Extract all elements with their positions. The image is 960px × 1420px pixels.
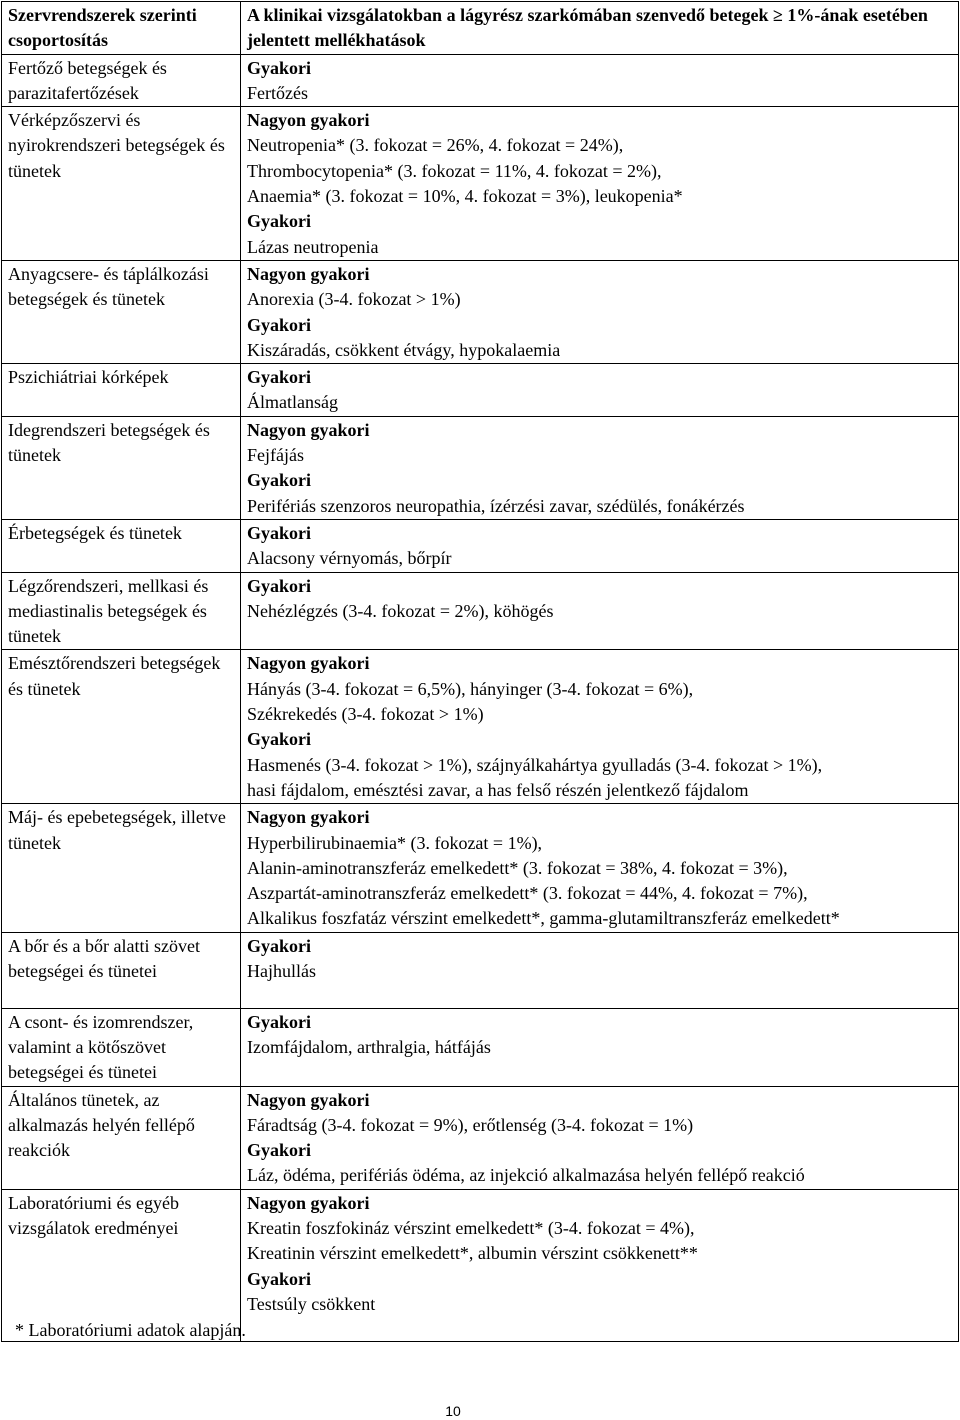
reaction-text: Alacsony vérnyomás, bőrpír bbox=[247, 548, 452, 569]
adverse-reactions-cell bbox=[241, 107, 959, 261]
reaction-text: Anorexia (3-4. fokozat > 1%) bbox=[247, 289, 461, 310]
frequency-label: Gyakori bbox=[247, 470, 312, 491]
frequency-label: Gyakori bbox=[247, 314, 312, 335]
page-number: 10 bbox=[445, 1403, 461, 1419]
frequency-label: Nagyon gyakori bbox=[247, 1089, 370, 1110]
table-row bbox=[2, 572, 959, 650]
adverse-reactions-cell bbox=[241, 519, 959, 572]
reaction-text: Anaemia* (3. fokozat = 10%, 4. fokozat = 3%), leukopenia* bbox=[247, 186, 683, 207]
frequency-label: Nagyon gyakori bbox=[247, 653, 370, 674]
reaction-text: Nehézlégzés (3-4. fokozat = 2%), köhögés bbox=[247, 600, 554, 621]
table-row bbox=[2, 107, 959, 261]
reaction-text: Hajhullás bbox=[247, 960, 316, 981]
adverse-reactions-cell bbox=[241, 1086, 959, 1189]
header-adverse-reactions: A klinikai vizsgálatokban a lágyrész szarkómában szenvedő betegek ≥ 1%-ának esetében jelentett mellékhatások bbox=[241, 2, 959, 55]
reaction-text: Lázas neutropenia bbox=[247, 236, 379, 257]
organ-class-cell: A csont- és izomrendszer, valamint a kötőszövet betegségei és tünetei bbox=[2, 1008, 241, 1086]
frequency-label: Gyakori bbox=[247, 1140, 312, 1161]
organ-class-cell: Fertőző betegségek és parazitafertőzések bbox=[2, 54, 241, 107]
reaction-text: Aszpartát-aminotranszferáz emelkedett* (3. fokozat = 44%, 4. fokozat = 7%), bbox=[247, 883, 808, 904]
table-row bbox=[2, 1008, 959, 1086]
adverse-reactions-cell bbox=[241, 260, 959, 363]
reaction-text: Fáradtság (3-4. fokozat = 9%), erőtlenség (3-4. fokozat = 1%) bbox=[247, 1114, 694, 1135]
adverse-reactions-cell bbox=[241, 364, 959, 417]
reaction-text: Hyperbilirubinaemia* (3. fokozat = 1%), bbox=[247, 832, 543, 853]
table-row bbox=[2, 804, 959, 932]
organ-class-cell: Érbetegségek és tünetek bbox=[2, 519, 241, 572]
frequency-label: Gyakori bbox=[247, 522, 312, 543]
table-row bbox=[2, 932, 959, 1008]
frequency-label: Gyakori bbox=[247, 575, 312, 596]
frequency-label: Nagyon gyakori bbox=[247, 419, 370, 440]
reaction-text: Kiszáradás, csökkent étvágy, hypokalaemia bbox=[247, 339, 561, 360]
reaction-text: Neutropenia* (3. fokozat = 26%, 4. fokozat = 24%), bbox=[247, 135, 624, 156]
table-body bbox=[2, 2, 959, 1342]
adverse-reactions-cell bbox=[241, 932, 959, 1008]
adverse-reactions-cell bbox=[241, 650, 959, 804]
table-row bbox=[2, 1086, 959, 1189]
adverse-reactions-table bbox=[1, 1, 959, 1342]
table-row bbox=[2, 260, 959, 363]
organ-class-cell: Laboratóriumi és egyéb vizsgálatok eredményei bbox=[2, 1189, 241, 1341]
reaction-text: Perifériás szenzoros neuropathia, ízérzési zavar, szédülés, fonákérzés bbox=[247, 495, 745, 516]
reaction-text: Székrekedés (3-4. fokozat > 1%) bbox=[247, 704, 484, 725]
organ-class-cell: Pszichiátriai kórképek bbox=[2, 364, 241, 417]
organ-class-cell: Légzőrendszeri, mellkasi és mediastinalis betegségek és tünetek bbox=[2, 572, 241, 650]
reaction-text: Álmatlanság bbox=[247, 392, 338, 413]
reaction-text: Láz, ödéma, perifériás ödéma, az injekció alkalmazása helyén fellépő reakció bbox=[247, 1165, 805, 1186]
adverse-reactions-cell bbox=[241, 1189, 959, 1341]
reaction-text: Fejfájás bbox=[247, 445, 304, 466]
table-row bbox=[2, 519, 959, 572]
adverse-reactions-cell bbox=[241, 54, 959, 107]
frequency-label: Gyakori bbox=[247, 57, 312, 78]
adverse-reactions-cell bbox=[241, 572, 959, 650]
frequency-label: Gyakori bbox=[247, 211, 312, 232]
reaction-text: Alkalikus foszfatáz vérszint emelkedett*, gamma-glutamiltranszferáz emelkedett* bbox=[247, 908, 840, 929]
frequency-label: Nagyon gyakori bbox=[247, 1192, 370, 1213]
frequency-label: Gyakori bbox=[247, 1268, 312, 1289]
reaction-text: Alanin-aminotranszferáz emelkedett* (3. fokozat = 38%, 4. fokozat = 3%), bbox=[247, 857, 788, 878]
frequency-label: Nagyon gyakori bbox=[247, 263, 370, 284]
header-row bbox=[2, 2, 959, 55]
frequency-label: Gyakori bbox=[247, 729, 312, 750]
reaction-text: Thrombocytopenia* (3. fokozat = 11%, 4. fokozat = 2%), bbox=[247, 160, 662, 181]
reaction-text: Hasmenés (3-4. fokozat > 1%), szájnyálkahártya gyulladás (3-4. fokozat > 1%), bbox=[247, 754, 823, 775]
frequency-label: Gyakori bbox=[247, 367, 312, 388]
organ-class-cell: Máj- és epebetegségek, illetve tünetek bbox=[2, 804, 241, 932]
organ-class-cell: A bőr és a bőr alatti szövet betegségei és tünetei bbox=[2, 932, 241, 1008]
reaction-text: hasi fájdalom, emésztési zavar, a has felső részén jelentkező fájdalom bbox=[247, 779, 749, 800]
organ-class-cell: Emésztőrendszeri betegségek és tünetek bbox=[2, 650, 241, 804]
footnote: * Laboratóriumi adatok alapján. bbox=[15, 1320, 246, 1340]
reaction-text: Kreatinin vérszint emelkedett*, albumin vérszint csökkenett** bbox=[247, 1243, 698, 1264]
header-organ-class: Szervrendszerek szerinti csoportosítás bbox=[2, 2, 241, 55]
reaction-text: Testsúly csökkent bbox=[247, 1293, 376, 1314]
table-row bbox=[2, 416, 959, 519]
reaction-text: Izomfájdalom, arthralgia, hátfájás bbox=[247, 1036, 491, 1057]
reaction-text: Fertőzés bbox=[247, 82, 308, 103]
table-row bbox=[2, 364, 959, 417]
frequency-label: Gyakori bbox=[247, 1011, 312, 1032]
table-row bbox=[2, 650, 959, 804]
organ-class-cell: Általános tünetek, az alkalmazás helyén fellépő reakciók bbox=[2, 1086, 241, 1189]
organ-class-cell: Anyagcsere- és táplálkozási betegségek és tünetek bbox=[2, 260, 241, 363]
adverse-reactions-cell bbox=[241, 1008, 959, 1086]
adverse-reactions-cell bbox=[241, 804, 959, 932]
organ-class-cell: Vérképzőszervi és nyirokrendszeri betegségek és tünetek bbox=[2, 107, 241, 261]
reaction-text: Kreatin foszfokináz vérszint emelkedett* (3-4. fokozat = 4%), bbox=[247, 1218, 695, 1239]
table-row bbox=[2, 54, 959, 107]
reaction-text: Hányás (3-4. fokozat = 6,5%), hányinger (3-4. fokozat = 6%), bbox=[247, 678, 694, 699]
frequency-label: Nagyon gyakori bbox=[247, 807, 370, 828]
adverse-reactions-cell bbox=[241, 416, 959, 519]
frequency-label: Nagyon gyakori bbox=[247, 110, 370, 131]
frequency-label: Gyakori bbox=[247, 935, 312, 956]
organ-class-cell: Idegrendszeri betegségek és tünetek bbox=[2, 416, 241, 519]
